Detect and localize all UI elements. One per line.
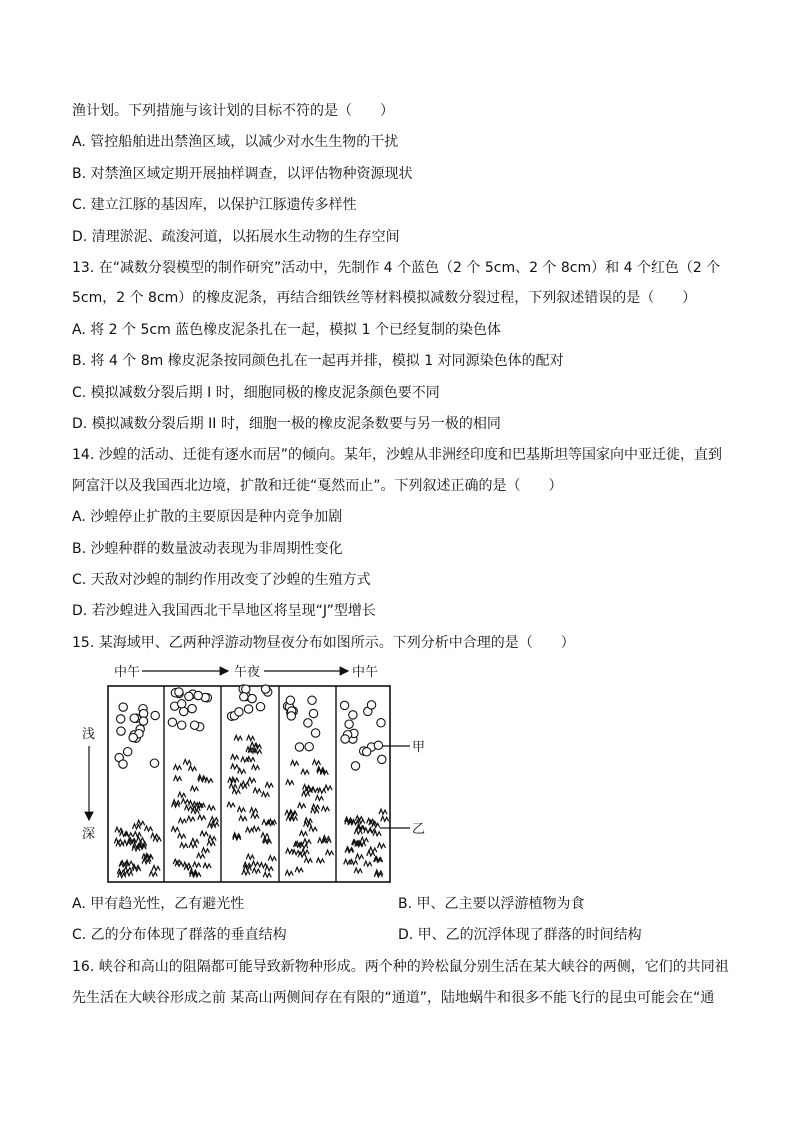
jia-organism: [345, 720, 353, 728]
jia-organism: [139, 717, 147, 725]
jia-organism: [287, 712, 295, 720]
time-label-noon-1: 中午: [114, 665, 141, 680]
jia-organism: [363, 748, 371, 756]
yi-organism: [152, 866, 160, 871]
yi-organism: [304, 858, 312, 863]
jia-organism: [349, 711, 357, 719]
yi-organism: [178, 792, 186, 797]
yi-organism: [381, 816, 389, 821]
jia-organism: [311, 729, 319, 737]
yi-organism: [242, 870, 250, 875]
yi-organism: [301, 769, 309, 774]
q15-option-c: C. 乙的分布体现了群落的垂直结构: [72, 927, 287, 943]
yi-organism: [326, 850, 334, 855]
jia-organism: [168, 718, 176, 726]
q15-option-d: D. 甲、乙的沉浮体现了群落的时间结构: [398, 927, 642, 943]
jia-organism: [175, 688, 183, 696]
yi-organism: [149, 871, 157, 876]
yi-organism: [229, 784, 237, 789]
jia-organism: [235, 708, 243, 716]
yi-organism: [354, 868, 362, 873]
yi-organism: [248, 778, 256, 783]
jia-organism: [151, 711, 159, 719]
yi-organism: [178, 833, 186, 838]
yi-organism: [263, 872, 271, 877]
yi-organism: [295, 867, 303, 872]
q13-option-a: A. 将 2 个 5cm 蓝色橡皮泥条扎在一起，模拟 1 个已经复制的染色体: [72, 322, 501, 338]
q12-option-b: B. 对禁渔区域定期开展抽样调查，以评估物种资源现状: [72, 166, 413, 182]
yi-organism: [239, 816, 247, 821]
q16-line1: 16. 峡谷和高山的阻隔都可能导致新物种形成。两个种的羚松鼠分别生活在某大峡谷的两侧，它们的共同祖: [72, 959, 729, 975]
yi-organism: [360, 837, 368, 842]
yi-organism: [151, 833, 159, 838]
q12-tail: 渔计划。下列措施与该计划的目标不符的是（ ）: [72, 103, 394, 119]
q14-option-c: C. 天敌对沙蝗的制约作用改变了沙蝗的生殖方式: [72, 572, 371, 588]
yi-organism: [200, 831, 208, 836]
q13-option-c: C. 模拟减数分裂后期 I 时，细胞同极的橡皮泥条颜色要不同: [72, 385, 440, 401]
yi-organism: [183, 760, 191, 765]
yi-organism: [227, 802, 235, 807]
time-label-midnight: 午夜: [234, 665, 261, 680]
yi-organism: [252, 868, 260, 873]
yi-organism: [203, 863, 211, 868]
yi-organism: [373, 831, 381, 836]
jia-organism: [150, 759, 158, 767]
yi-organism: [187, 816, 195, 821]
jia-organism: [351, 762, 359, 770]
jia-organism: [180, 707, 188, 715]
yi-organism: [313, 760, 321, 765]
plankton-distribution-figure: [80, 660, 440, 890]
yi-organism: [125, 832, 133, 837]
q15-option-b: B. 甲、乙主要以浮游植物为食: [398, 896, 585, 912]
shallow-label: 浅: [82, 727, 96, 742]
yi-organism: [246, 828, 254, 833]
plankton-distribution-svg: [80, 660, 440, 890]
yi-organism: [364, 861, 372, 866]
jia-organism: [185, 692, 193, 700]
q12-option-c: C. 建立江豚的基因库，以保护江豚遗传多样性: [72, 197, 357, 213]
yi-organism: [261, 833, 269, 838]
deep-label: 深: [82, 827, 96, 842]
jia-organism: [309, 709, 317, 717]
jia-organism: [305, 743, 313, 751]
yi-organism: [250, 808, 258, 813]
q15-option-a: A. 甲有趋光性，乙有避光性: [72, 896, 245, 912]
yi-organism: [246, 854, 254, 859]
q16-line2: 先生活在大峡谷形成之前 某高山两侧间存在有限的“通道”，陆地蜗牛和很多不能飞行的昆虫可能会在“通: [72, 990, 715, 1006]
jia-organism: [367, 701, 375, 709]
yi-organism: [237, 807, 245, 812]
yi-organism: [315, 796, 323, 801]
q15-stem: 15. 某海域甲、乙两种浮游动物昼夜分布如图所示。下列分析中合理的是（ ）: [72, 635, 575, 651]
jia-organism: [130, 714, 138, 722]
yi-organism: [247, 736, 255, 741]
time-label-noon-2: 中午: [352, 665, 379, 680]
yi-organism: [207, 805, 215, 810]
species-yi-marks: [114, 735, 388, 877]
q13-stem-line2: 5cm，2 个 8cm）的橡皮泥条，再结合细铁丝等材料模拟减数分裂过程，下列叙述错误的是（ ）: [72, 290, 697, 306]
q12-option-a: A. 管控船舶进出禁渔区域，以减少对水生生物的干扰: [72, 134, 399, 150]
jia-organism: [340, 701, 348, 709]
jia-organism: [178, 700, 186, 708]
yi-organism: [321, 806, 329, 811]
yi-organism: [137, 820, 145, 825]
yi-organism: [252, 765, 260, 770]
yi-organism: [252, 826, 260, 831]
yi-organism: [252, 861, 260, 866]
label-yi: 乙: [412, 822, 426, 837]
yi-organism: [232, 789, 240, 794]
jia-organism: [119, 703, 127, 711]
jia-organism: [194, 691, 202, 699]
jia-organism: [248, 694, 256, 702]
yi-organism: [301, 849, 309, 854]
jia-organism: [308, 696, 316, 704]
yi-organism: [178, 818, 186, 823]
yi-organism: [174, 765, 182, 770]
yi-organism: [231, 755, 239, 760]
jia-organism: [261, 685, 269, 693]
yi-organism: [300, 831, 308, 836]
yi-organism: [193, 862, 201, 867]
yi-organism: [133, 832, 141, 837]
jia-organism: [117, 727, 125, 735]
yi-organism: [309, 826, 317, 831]
jia-organism: [190, 721, 198, 729]
jia-organism: [240, 693, 248, 701]
jia-organism: [119, 760, 127, 768]
jia-organism: [374, 741, 382, 749]
yi-organism: [191, 839, 199, 844]
yi-organism: [251, 813, 259, 818]
yi-organism: [205, 778, 213, 783]
yi-organism: [180, 843, 188, 848]
yi-organism: [231, 764, 239, 769]
species-jia-circles: [115, 685, 386, 770]
yi-organism: [303, 839, 311, 844]
yi-organism: [238, 769, 246, 774]
yi-organism: [198, 815, 206, 820]
jia-organism: [341, 735, 349, 743]
jia-organism: [377, 719, 385, 727]
q14-option-d: D. 若沙蝗进入我国西北干旱地区将呈现“J”型增长: [72, 603, 376, 619]
yi-organism: [197, 853, 205, 858]
yi-organism: [145, 826, 153, 831]
figure-frame: [108, 686, 390, 882]
yi-organism: [185, 805, 193, 810]
yi-organism: [268, 856, 276, 861]
jia-organism: [244, 705, 252, 713]
yi-organism: [253, 788, 261, 793]
jia-organism: [124, 748, 132, 756]
yi-organism: [189, 766, 197, 771]
yi-organism: [207, 841, 215, 846]
yi-organism: [189, 843, 197, 848]
q12-option-d: D. 清理淤泥、疏浚河道，以拓展水生动物的生存空间: [72, 229, 400, 245]
jia-organism: [304, 719, 312, 727]
yi-organism: [262, 792, 270, 797]
yi-organism: [378, 843, 386, 848]
yi-organism: [210, 817, 218, 822]
yi-organism: [171, 827, 179, 832]
yi-organism: [356, 854, 364, 859]
yi-organism: [298, 803, 306, 808]
yi-organism: [324, 785, 332, 790]
q14-option-b: B. 沙蝗种群的数量波动表现为非周期性变化: [72, 541, 343, 557]
yi-organism: [379, 809, 387, 814]
jia-organism: [256, 703, 264, 711]
yi-organism: [285, 871, 293, 876]
yi-organism: [265, 783, 273, 788]
yi-organism: [234, 735, 242, 740]
q14-stem-line1: 14. 沙蝗的活动、迁徙有逐水而居”的倾向。某年，沙蝗从非洲经印度和巴基斯坦等国家向中亚迁徙，直到: [72, 447, 722, 463]
yi-organism: [316, 858, 324, 863]
yi-organism: [190, 786, 198, 791]
q13-option-d: D. 模拟减数分裂后期 II 时，细胞一极的橡皮泥条数要与另一极的相同: [72, 416, 501, 432]
jia-organism: [378, 755, 386, 763]
jia-organism: [129, 733, 137, 741]
q14-option-a: A. 沙蝗停止扩散的主要原因是种内竞争加剧: [72, 509, 343, 525]
q13-option-b: B. 将 4 个 8m 橡皮泥条按同颜色扎在一起再并排，模拟 1 对同源染色体的配对: [72, 353, 564, 369]
label-jia: 甲: [412, 740, 426, 755]
yi-organism: [286, 780, 294, 785]
yi-organism: [175, 861, 183, 866]
yi-organism: [291, 761, 299, 766]
yi-organism: [181, 799, 189, 804]
jia-organism: [188, 704, 196, 712]
jia-organism: [117, 715, 125, 723]
yi-organism: [202, 848, 210, 853]
jia-organism: [295, 743, 303, 751]
yi-organism: [189, 801, 197, 806]
jia-organism: [286, 696, 294, 704]
jia-organism: [178, 721, 186, 729]
q14-stem-line2: 阿富汗以及我国西北边境，扩散和迁徙“戛然而止”。下列叙述正确的是（ ）: [72, 478, 563, 494]
jia-organism: [242, 685, 250, 693]
yi-organism: [174, 776, 182, 781]
q13-stem-line1: 13. 在“减数分裂模型的制作研究”活动中，先制作 4 个蓝色（2 个 5cm、2 个 8cm）和 4 个红色（2 个: [72, 260, 721, 276]
